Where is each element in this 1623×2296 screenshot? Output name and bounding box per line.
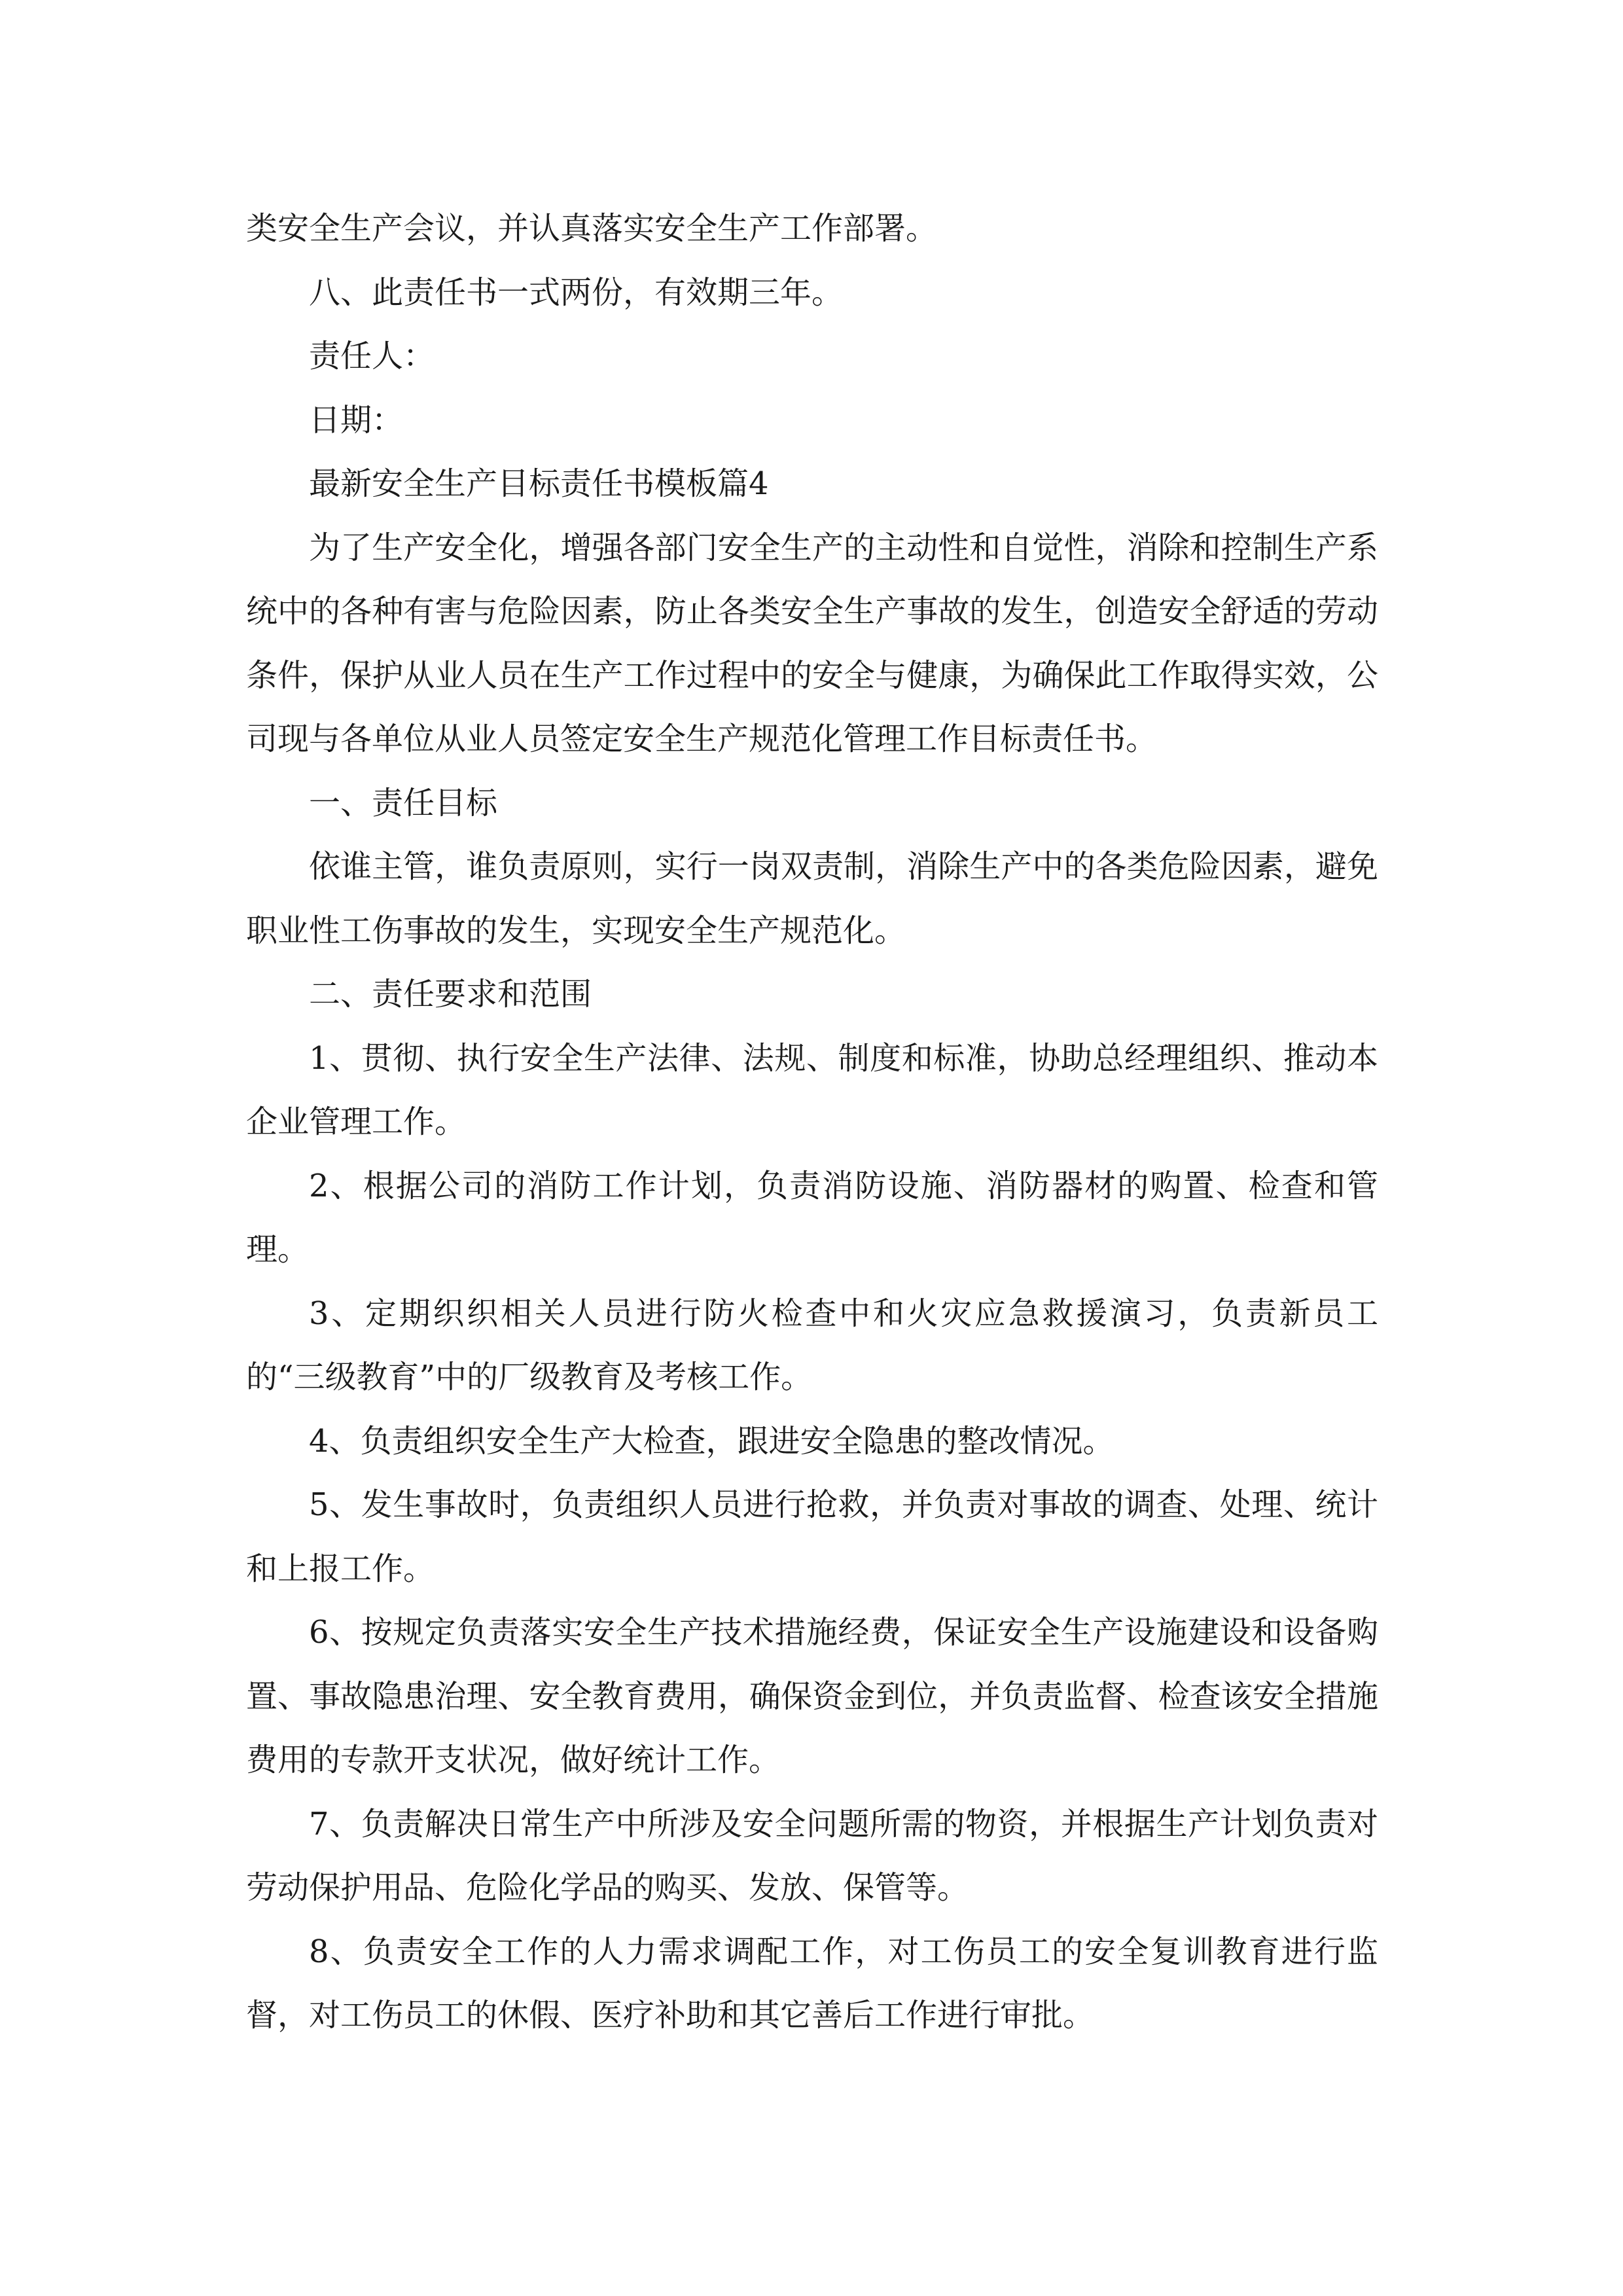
paragraph-intro: 为了生产安全化，增强各部门安全生产的主动性和自觉性，消除和控制生产系统中的各种有害与危险因素，防止各类安全生产事故的发生，创造安全舒适的劳动条件，保护从业人员在生产工作过程中的安全与健康，为确保此工作取得实效，公司现与各单位从业人员签定安全生产规范化管理工作目标责任书。 [246, 529, 1378, 757]
paragraph-goal: 依谁主管，谁负责原则，实行一岗双责制，消除生产中的各类危险因素，避免职业性工伤事故的发生，实现安全生产规范化。 [246, 848, 1378, 949]
signature-date: 日期： [309, 401, 404, 439]
signature-responsible-person: 责任人： [309, 338, 435, 374]
list-item-8: 8、负责安全工作的人力需求调配工作，对工伤员工的安全复训教育进行监督，对工伤员工的休假、医疗补助和其它善后工作进行审批。 [246, 1933, 1378, 2034]
list-item-2: 2、根据公司的消防工作计划，负责消防设施、消防器材的购置、检查和管理。 [246, 1167, 1378, 1268]
document-body [246, 197, 1378, 2048]
list-item-1: 1、贯彻、执行安全生产法律、法规、制度和标准，协助总经理组织、推动本企业管理工作。 [246, 1039, 1378, 1140]
paragraph-clause-eight: 八、此责任书一式两份，有效期三年。 [309, 274, 844, 311]
paragraph-continuation: 类安全生产会议，并认真落实安全生产工作部署。 [246, 210, 938, 247]
list-item-5: 5、发生事故时，负责组织人员进行抢救，并负责对事故的调查、处理、统计和上报工作。 [246, 1486, 1378, 1587]
section-title: 最新安全生产目标责任书模板篇4 [309, 465, 769, 502]
heading-requirements-scope: 二、责任要求和范围 [309, 976, 592, 1013]
list-item-6: 6、按规定负责落实安全生产技术措施经费，保证安全生产设施建设和设备购置、事故隐患治理、安全教育费用，确保资金到位，并负责监督、检查该安全措施费用的专款开支状况，做好统计工作。 [246, 1614, 1378, 1778]
list-item-4: 4、负责组织安全生产大检查，跟进安全隐患的整改情况。 [309, 1422, 1115, 1460]
heading-responsibility-goal: 一、责任目标 [309, 784, 498, 821]
list-item-3: 3、定期织织相关人员进行防火检查中和火灾应急救援演习，负责新员工的“三级教育”中的厂级教育及考核工作。 [246, 1295, 1378, 1395]
list-item-7: 7、负责解决日常生产中所涉及安全问题所需的物资，并根据生产计划负责对劳动保护用品、危险化学品的购买、发放、保管等。 [246, 1805, 1378, 1906]
